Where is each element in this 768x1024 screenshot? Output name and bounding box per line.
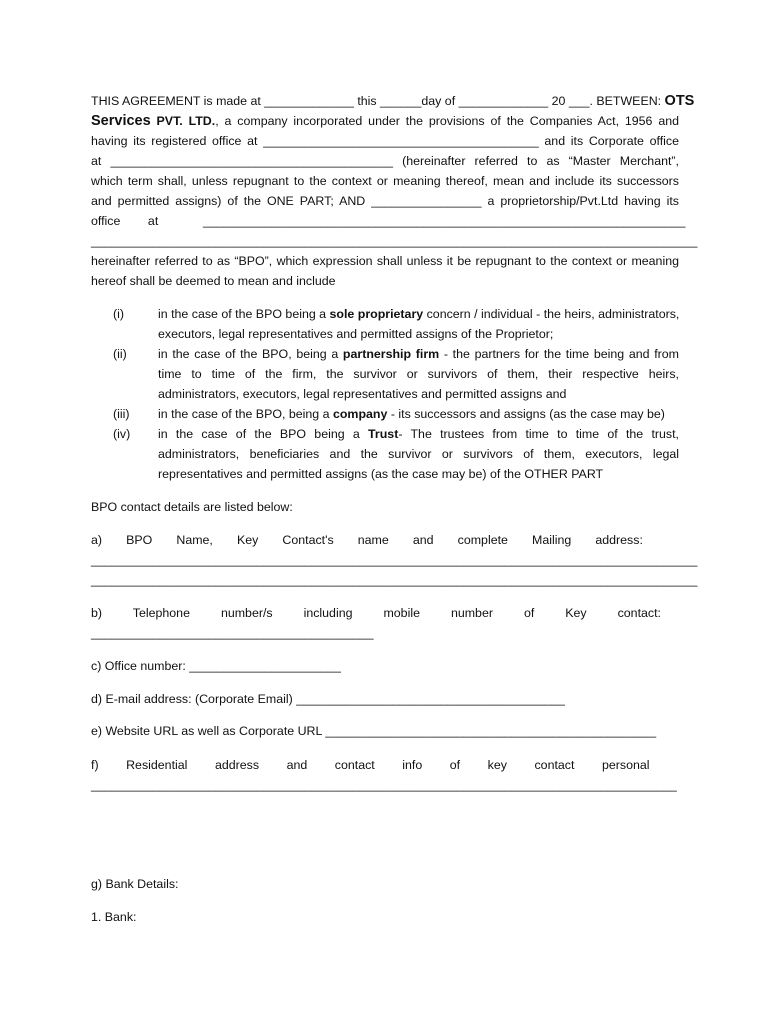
hereinafter-paragraph bbox=[91, 251, 679, 291]
hereinafter-line-2: hereof shall be deemed to mean and include bbox=[91, 274, 336, 288]
intro-line-1-text: THIS AGREEMENT is made at _____________ this ______day of _____________ 20 ___. BETWEEN: bbox=[91, 94, 665, 108]
list-text: in the case of the BPO being a bbox=[158, 307, 330, 321]
intro-line-8: ________________________________________________________________________________________ bbox=[91, 234, 698, 248]
intro-line-3: having its registered office at ________________________________________ and its Corporate office bbox=[91, 134, 679, 148]
field-b-blank: _________________________________________ bbox=[91, 626, 374, 640]
list-number: (iv) bbox=[113, 427, 131, 441]
list-text: - the partners for the time being and from bbox=[439, 347, 680, 361]
bank-label: 1. Bank: bbox=[91, 910, 137, 924]
list-number: (ii) bbox=[113, 347, 127, 361]
field-a-label: a) BPO Name, Key Contact's name and complete Mailing address: bbox=[91, 533, 643, 547]
list-item-line: time to time of the firm, the survivor or survivors of them, their respective heirs, bbox=[158, 367, 679, 381]
field-b-telephone bbox=[91, 603, 679, 643]
contact-heading-text: BPO contact details are listed below: bbox=[91, 500, 293, 514]
list-number: (i) bbox=[113, 307, 125, 321]
field-c-office-number bbox=[91, 656, 679, 676]
list-text: in the case of the BPO, being a bbox=[158, 347, 343, 361]
list-item-line bbox=[158, 404, 679, 424]
field-g-text: g) Bank Details: bbox=[91, 877, 179, 891]
intro-line-4: at _________________________________________ (hereinafter referred to as “Master Merchant”, bbox=[91, 154, 679, 168]
field-a-blank-1: ________________________________________________________________________________________ bbox=[91, 553, 698, 567]
company-name-pvt-ltd: PVT. LTD. bbox=[150, 114, 216, 128]
list-item-line bbox=[158, 344, 679, 364]
list-text: - The trustees from time to time of the trust, bbox=[398, 427, 679, 441]
field-e-website bbox=[91, 721, 679, 741]
intro-line-6: and permitted assigns) of the ONE PART; AND ________________ a proprietorship/Pvt.Ltd having its bbox=[91, 194, 679, 208]
list-text: - its successors and assigns (as the case may be) bbox=[387, 407, 665, 421]
contact-heading bbox=[91, 497, 679, 517]
list-number: (iii) bbox=[113, 407, 130, 421]
field-d-email bbox=[91, 689, 679, 709]
list-item-line bbox=[158, 424, 679, 444]
field-a-bpo-name bbox=[91, 530, 698, 590]
field-f-residential bbox=[91, 755, 679, 795]
field-f-label: f) Residential address and contact info of key contact personal bbox=[91, 758, 650, 772]
intro-line-7 bbox=[91, 211, 686, 231]
field-g-bank-details bbox=[91, 874, 679, 894]
intro-paragraph bbox=[91, 91, 698, 251]
intro-line-5: which term shall, unless repugnant to the context or meaning thereof, mean and include its successors bbox=[91, 174, 679, 188]
field-c-text: c) Office number: ______________________ bbox=[91, 659, 341, 673]
list-item-line: administrators, executors, legal representatives and permitted assigns and bbox=[158, 387, 567, 401]
field-f-blank: _____________________________________________________________________________________ bbox=[91, 778, 677, 792]
intro-line-1 bbox=[91, 91, 695, 111]
list-text: concern / individual - the heirs, administrators, bbox=[423, 307, 680, 321]
field-d-text: d) E-mail address: (Corporate Email) _______________________________________ bbox=[91, 692, 565, 706]
hereinafter-line-1: hereinafter referred to as “BPO”, which expression shall unless it be repugnant to the context or meaning bbox=[91, 254, 679, 268]
list-bold-term: Trust bbox=[368, 427, 399, 441]
office-at-label: office at bbox=[91, 214, 159, 228]
list-bold-term: sole proprietary bbox=[329, 307, 424, 321]
list-text: in the case of the BPO being a bbox=[158, 427, 369, 441]
list-item-line: executors, legal representatives and permitted assigns of the Proprietor; bbox=[158, 327, 554, 341]
field-e-text: e) Website URL as well as Corporate URL ________________________________________________ bbox=[91, 724, 657, 738]
company-name-ots: OTS bbox=[664, 93, 695, 109]
bank-line bbox=[91, 907, 679, 927]
list-item-line: administrators, beneficiaries and the survivor or survivors of them, executors, legal bbox=[158, 447, 679, 461]
list-bold-term: company bbox=[332, 407, 388, 421]
list-item-line bbox=[158, 304, 679, 324]
field-a-blank-2: ________________________________________________________________________________________ bbox=[91, 573, 698, 587]
company-name-services: Services bbox=[91, 113, 151, 129]
intro-line-2-text: , a company incorporated under the provisions of the Companies Act, 1956 and bbox=[215, 114, 679, 128]
office-address-blank: ______________________________________________________________________ bbox=[203, 214, 686, 228]
intro-line-2 bbox=[91, 111, 679, 131]
field-b-label: b) Telephone number/s including mobile number of Key contact: bbox=[91, 606, 661, 620]
list-text: in the case of the BPO, being a bbox=[158, 407, 333, 421]
list-bold-term: partnership firm bbox=[342, 347, 440, 361]
list-item-line: representatives and permitted assigns (as the case may be) of the OTHER PART bbox=[158, 467, 604, 481]
